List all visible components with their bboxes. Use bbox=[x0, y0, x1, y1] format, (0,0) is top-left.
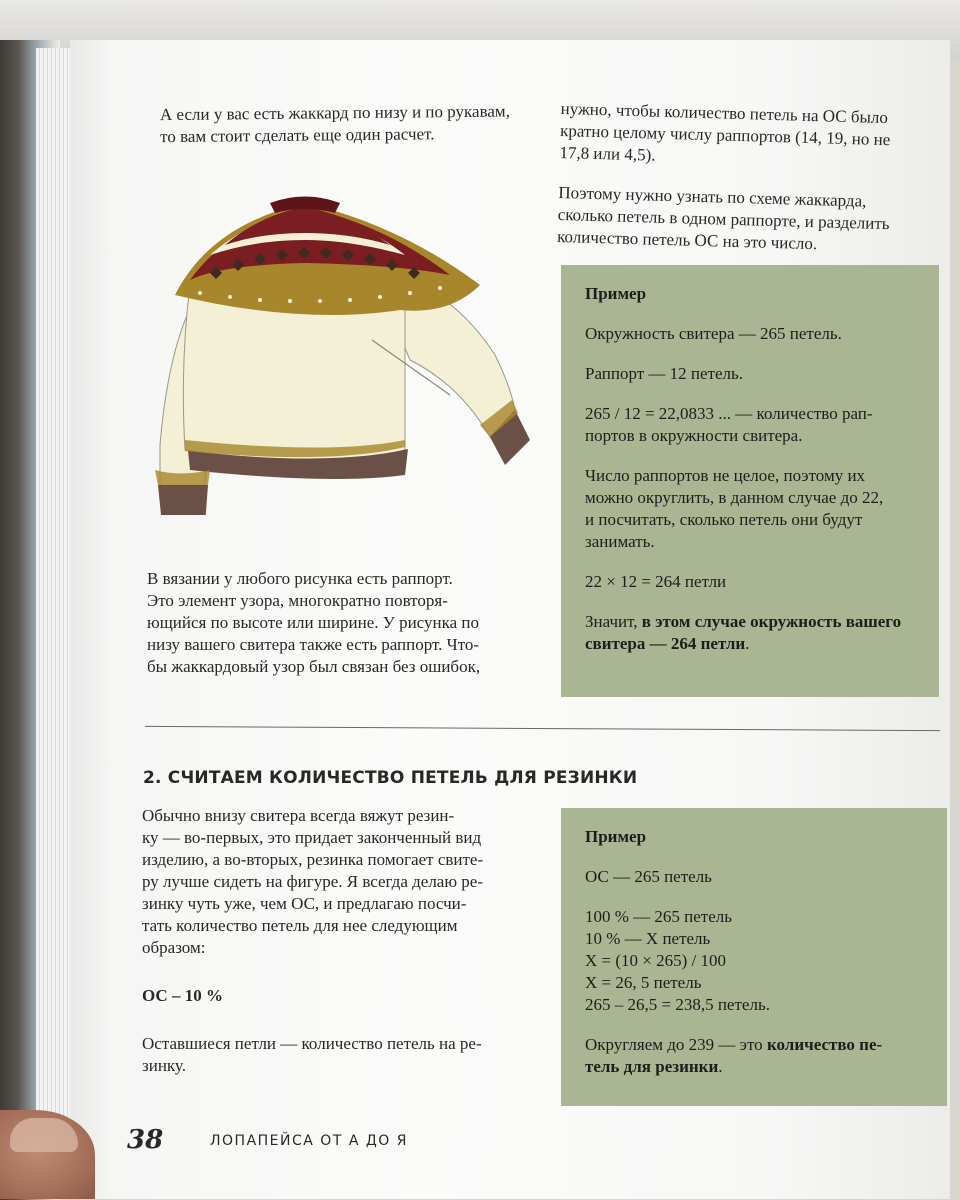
example-line: Число раппортов не целое, поэтому их bbox=[585, 466, 866, 485]
text-line: то вам стоит сделать еще один расчет. bbox=[160, 124, 435, 147]
conclusion-bold: количество пе- bbox=[766, 1035, 883, 1054]
example-conclusion bbox=[585, 1056, 923, 1078]
text-line: тать количество петель для нее следующим bbox=[142, 916, 458, 935]
example-line: 265 / 12 = 22,0833 ... — количество рап- bbox=[585, 404, 873, 423]
example-conclusion bbox=[585, 633, 915, 655]
example-line: и посчитать, сколько петель они будут bbox=[585, 510, 863, 529]
conclusion-bold: тель для резинки bbox=[585, 1057, 719, 1076]
text-line: ру лучше сидеть на фигуре. Я всегда делаю ре- bbox=[142, 872, 484, 891]
conclusion-suffix: . bbox=[718, 1057, 723, 1076]
text-line: кратно целому числу раппортов (14, 19, но не bbox=[559, 120, 891, 150]
example-line: портов в окружности свитера. bbox=[585, 426, 803, 445]
text-line: изделию, а во-вторых, резинка помогает свите- bbox=[142, 850, 484, 869]
text-line: Обычно внизу свитера всегда вяжут резин- bbox=[142, 806, 455, 825]
text-line: Оставшиеся петли — количество петель на ре- bbox=[142, 1034, 482, 1053]
calc-line: Х = 26, 5 петель bbox=[585, 973, 702, 992]
running-title: ЛОПАПЕЙСА ОТ А ДО Я bbox=[210, 1133, 408, 1149]
sweater-illustration bbox=[150, 185, 540, 515]
text-line: ющийся по высоте или ширине. У рисунка по bbox=[147, 613, 479, 632]
text-line: нужно, чтобы количество петель на ОС было bbox=[560, 98, 889, 128]
conclusion-bold: свитера — 264 петли bbox=[585, 634, 746, 653]
conclusion-bold: в этом случае окружность вашего bbox=[641, 612, 902, 631]
text-line: сколько петель в одном раппорте, и разделить bbox=[557, 204, 890, 234]
example-line: можно округлить, в данном случае до 22, bbox=[585, 488, 884, 507]
text-line: А если у вас есть жаккард по низу и по рукавам, bbox=[159, 101, 510, 125]
calc-line: 265 – 26,5 = 238,5 петель. bbox=[585, 995, 770, 1014]
thumbnail-highlight bbox=[10, 1118, 78, 1152]
calc-line: 100 % — 265 петель bbox=[585, 907, 733, 926]
book-page bbox=[70, 40, 950, 1199]
intro-paragraph bbox=[160, 100, 570, 148]
rapport-definition-paragraph bbox=[147, 568, 552, 678]
text-line: бы жаккардовый узор был связан без ошибок, bbox=[147, 657, 481, 676]
text-line: образом: bbox=[142, 938, 206, 957]
example-line: ОС — 265 петель bbox=[585, 867, 712, 886]
text-line: зинку. bbox=[142, 1056, 186, 1075]
text-line: Поэтому нужно узнать по схеме жаккарда, bbox=[558, 182, 867, 211]
example-heading: Пример bbox=[585, 284, 647, 303]
example-line: Раппорт — 12 петель. bbox=[585, 364, 744, 383]
example-line: занимать. bbox=[585, 532, 655, 551]
example-conclusion bbox=[585, 611, 915, 633]
calc-line: 10 % — Х петель bbox=[585, 929, 711, 948]
section-divider bbox=[145, 726, 940, 731]
rapport-paragraph bbox=[557, 98, 946, 259]
example-line: Окружность свитера — 265 петель. bbox=[585, 324, 842, 343]
example-box-ribbing bbox=[561, 808, 947, 1106]
example-box-circumference bbox=[561, 265, 939, 697]
text-line: Это элемент узора, многократно повторя- bbox=[147, 591, 448, 610]
conclusion-suffix: . bbox=[745, 634, 750, 653]
formula: ОС – 10 % bbox=[142, 986, 223, 1005]
text-line: низу вашего свитера также есть раппорт. Что- bbox=[147, 635, 480, 654]
text-line: ку — во-первых, это придает законченный вид bbox=[142, 828, 482, 847]
conclusion-prefix: Значит, bbox=[585, 612, 642, 631]
text-line: количество петель ОС на это число. bbox=[556, 226, 818, 254]
example-conclusion bbox=[585, 1034, 923, 1056]
section-title: 2. СЧИТАЕМ КОЛИЧЕСТВО ПЕТЕЛЬ ДЛЯ РЕЗИНКИ bbox=[143, 768, 638, 788]
example-line: 22 × 12 = 264 петли bbox=[585, 572, 727, 591]
ribbing-paragraph bbox=[142, 805, 552, 1077]
conclusion-prefix: Округляем до 239 — это bbox=[585, 1035, 767, 1054]
example-heading: Пример bbox=[585, 827, 647, 846]
text-line: В вязании у любого рисунка есть раппорт. bbox=[147, 569, 453, 588]
page-number: 38 bbox=[127, 1125, 164, 1155]
text-line: зинку чуть уже, чем ОС, и предлагаю посчи- bbox=[142, 894, 467, 913]
text-line: 17,8 или 4,5). bbox=[559, 142, 656, 165]
calc-line: Х = (10 × 265) / 100 bbox=[585, 951, 726, 970]
